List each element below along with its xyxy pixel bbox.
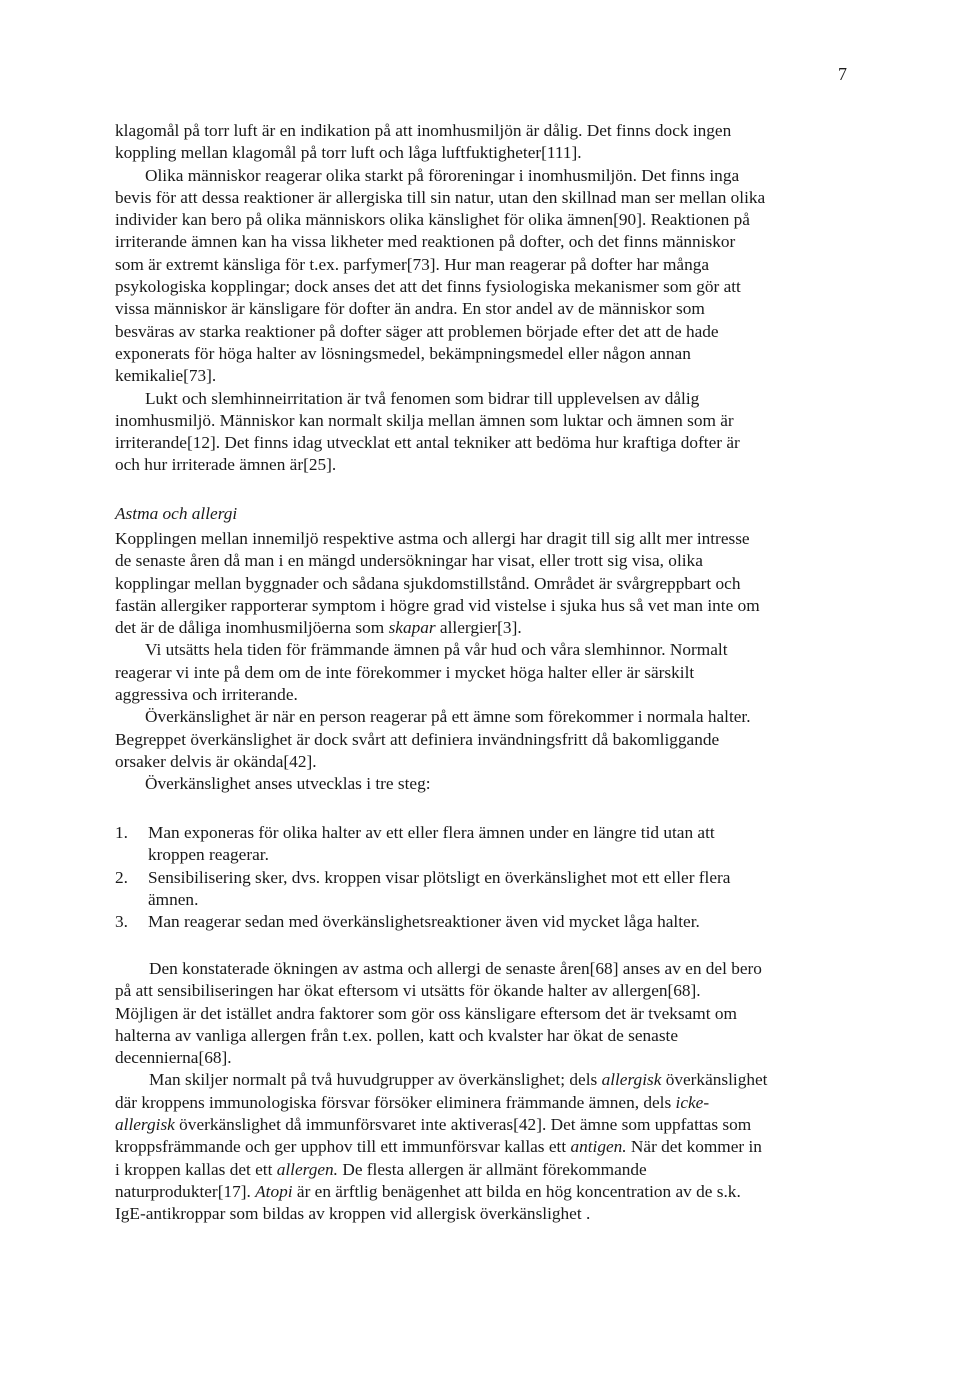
list-number: 1. [115,823,128,842]
paragraph-types-cont [115,1092,865,1226]
section-heading-block [115,503,865,525]
italic-term: Atopi [255,1181,293,1201]
italic-term: allergisk [115,1115,175,1135]
text-line: Lukt och slemhinneirritation är två fenomen som bidrar till upplevelsen av dålig [145,388,700,408]
list-item [115,911,865,933]
paragraph-steps-intro [115,773,865,795]
text-line: fastän allergiker rapporterar symptom i högre grad vid vistelse i sjuka hus så vet man inte om [115,595,760,615]
text-line: individer kan bero på olika människors olika känslighet för olika ämnen[90]. Reaktionen på [115,210,750,230]
text-line: kemikalie[73]. [115,366,217,386]
page-number: 7 [838,64,847,84]
text-line: psykologiska kopplingar; dock anses det att det finns fysiologiska mekanismer som gör att [115,277,741,297]
paragraph-types [115,1069,865,1091]
list-item [115,867,865,912]
text-run: allergier[3]. [435,618,522,638]
text-run: naturprodukter[17]. [115,1181,256,1201]
text-line: decennierna[68]. [115,1048,232,1068]
italic-term: antigen. [570,1137,627,1157]
text-line: irriterande ämnen kan ha vissa likheter med reaktionen på dofter, och det finns människor [115,232,736,252]
text-block-asthma [115,528,865,796]
text-run: överkänslighet då immunförsvaret inte aktiveras[42]. Det ämne som uppfattas som [174,1115,752,1135]
text-run: Man skiljer normalt på två huvudgrupper av överkänslighet; dels [149,1070,602,1090]
text-line [115,1137,762,1156]
paragraph-smell-cont [115,410,865,477]
list-number: 3. [115,912,128,932]
steps-list [115,822,865,933]
text-run: där kroppens immunologiska försvar försöker eliminera främmande ämnen, dels [115,1092,676,1112]
italic-term: skapar [388,618,436,638]
paragraph-sensitivity [115,165,865,187]
text-line [115,1093,709,1112]
italic-term: allergisk [601,1070,662,1090]
text-line: klagomål på torr luft är en indikation på att inomhusmiljön är dålig. Det finns dock ingen [115,121,732,140]
text-line: orsaker delvis är okända[42]. [115,751,317,771]
text-line: på att sensibiliseringen har ökat eftersom vi utsätts för ökande halter av allergen[68]. [115,981,701,1001]
paragraph-increase-cont [115,980,865,1069]
text-line: Den konstaterade ökningen av astma och allergi de senaste åren[68] anses av en del bero [149,959,762,978]
text-line: Olika människor reagerar olika starkt på föroreningar i inomhusmiljön. Det finns inga [145,165,740,185]
text-line: bevis för att dessa reaktioner är allergiska till sin natur, utan den skillnad man ser mellan olika [115,187,766,207]
list-number: 2. [115,867,128,887]
text-run: överkänslighet [661,1070,768,1090]
text-line: Begreppet överkänslighet är dock svårt att definiera invändningsfritt då bakomliggande [115,729,720,749]
text-line [115,1160,647,1179]
text-line: och hur irriterade ämnen är[25]. [115,455,337,475]
text-line: Möjligen är det istället andra faktorer som gör oss känsligare eftersom det är tveksamt om [115,1003,737,1023]
text-line: ämnen. [148,889,199,909]
italic-term: allergen. [276,1159,339,1179]
text-line: vissa människor är känsligare för dofter än andra. En stor andel av de människor som [115,299,705,319]
section-heading: Astma och allergi [115,504,238,523]
paragraph-dry-air [115,120,865,165]
text-line [149,1070,767,1089]
text-line: Man reagerar sedan med överkänslighetsreaktioner även vid mycket låga halter. [148,912,700,932]
text-line [115,618,522,637]
text-line: inomhusmiljö. Människor kan normalt skilja mellan ämnen som luktar och ämnen som är [115,410,734,430]
text-line: exponerats för höga halter av lösningsmedel, bekämpningsmedel eller någon annan [115,343,691,363]
text-line: Vi utsätts hela tiden för främmande ämnen på vår hud och våra slemhinnor. Normalt [145,640,728,660]
text-line: som är extremt känsliga för t.ex. parfymer[73]. Hur man reagerar på dofter har många [115,254,710,274]
text-line: Överkänslighet anses utvecklas i tre steg: [145,774,431,794]
text-run: i kroppen kallas det ett [115,1159,277,1179]
text-line: Sensibilisering sker, dvs. kroppen visar plötsligt en överkänslighet mot ett eller flera [148,867,731,887]
text-line: reagerar vi inte på dem om de inte förekommer i mycket höga halter eller är särskilt [115,662,695,682]
text-run: det är de dåliga inomhusmiljöerna som [115,618,389,638]
paragraph-exposure-cont [115,662,865,707]
text-line: IgE-antikroppar som bildas av kroppen vid allergisk överkänslighet . [115,1204,591,1224]
text-run: De flesta allergen är allmänt förekommande [338,1159,647,1179]
text-block-allergy-types [115,958,865,1226]
text-line: halterna av vanliga allergen från t.ex. pollen, katt och kvalster har ökat de senaste [115,1025,679,1045]
steps-list-block [115,822,865,933]
text-block-intro [115,120,865,477]
text-line [115,1182,741,1201]
paragraph-exposure [115,639,865,661]
text-run: är en ärftlig benägenhet att bilda en hög koncentration av de s.k. [292,1181,741,1201]
paragraph-increase [115,958,865,980]
paragraph-hypersensitivity-cont [115,729,865,774]
text-line: besväras av starka reaktioner på dofter säger att problemen började efter det att de hade [115,321,719,341]
text-line: irriterande[12]. Det finns idag utvecklat ett antal tekniker att bedöma hur kraftiga dofter är [115,433,740,453]
italic-term: icke- [675,1092,710,1112]
text-line: Man exponeras för olika halter av ett eller flera ämnen under en längre tid utan att [148,823,715,842]
text-line: koppling mellan klagomål på torr luft och låga luftfuktigheter[111]. [115,143,582,163]
text-run: kroppsfrämmande och ger upphov till ett immunförsvar kallas ett [115,1137,571,1157]
text-line: aggressiva och irriterande. [115,685,298,705]
text-line: Kopplingen mellan innemiljö respektive astma och allergi har dragit till sig allt mer intresse [115,529,750,548]
text-line: kroppen reagerar. [148,845,269,865]
list-item [115,822,865,867]
text-run: När det kommer in [626,1137,762,1157]
text-line [115,1115,751,1134]
text-line: de senaste åren då man i en mängd undersökningar har visat, eller trott sig visa, olika [115,551,703,571]
text-line: kopplingar mellan byggnader och sådana sjukdomstillstånd. Området är svårgreppbart och [115,573,741,593]
paragraph-coupling [115,528,865,639]
paragraph-smell [115,388,865,410]
text-line: Överkänslighet är när en person reagerar på ett ämne som förekommer i normala halter. [145,707,751,727]
paragraph-sensitivity-cont [115,187,865,388]
paragraph-hypersensitivity [115,706,865,728]
